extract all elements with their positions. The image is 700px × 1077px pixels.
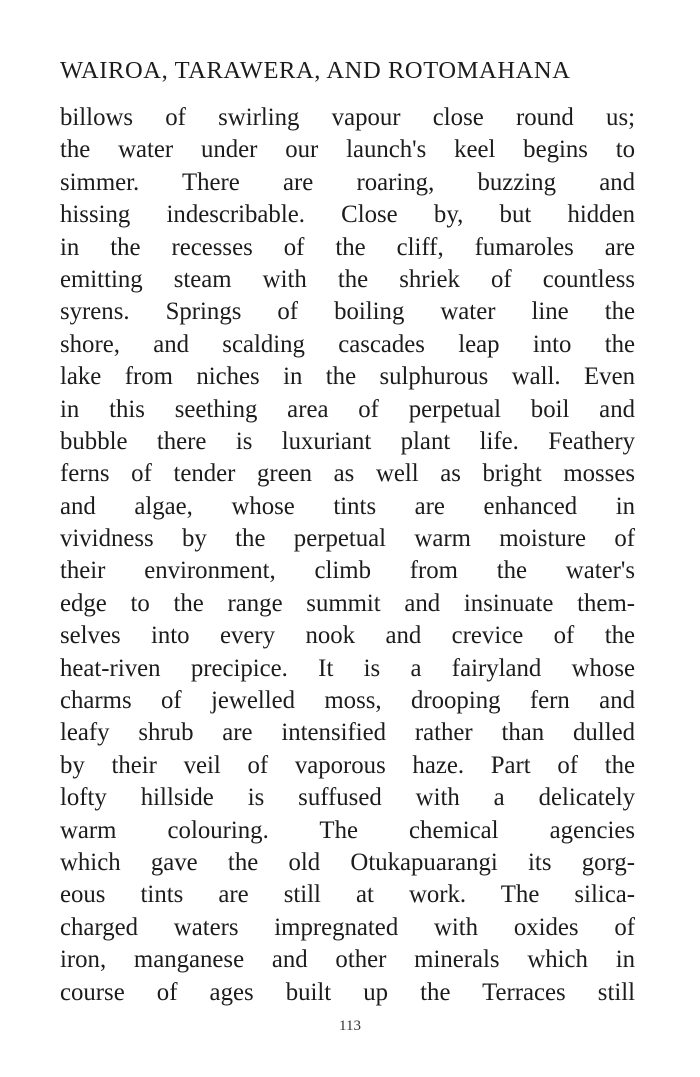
page-number: 113 <box>339 1018 361 1034</box>
text-line: their environment, climb from the water's <box>60 557 635 585</box>
text-line: heat-riven precipice. It is a fairyland whose <box>60 654 635 682</box>
text-line: warm colouring. The chemical agencies <box>60 816 635 844</box>
text-line: simmer. There are roaring, buzzing and <box>60 168 635 196</box>
text-line: and algae, whose tints are enhanced in <box>60 492 635 520</box>
text-line: vividness by the perpetual warm moisture of <box>60 525 635 553</box>
text-line: selves into every nook and crevice of the <box>60 622 635 650</box>
text-line: shore, and scalding cascades leap into the <box>60 330 635 358</box>
body-text <box>60 102 635 1009</box>
text-line: charged waters impregnated with oxides of <box>60 913 635 941</box>
text-line: edge to the range summit and insinuate them- <box>60 589 635 617</box>
text-line: charms of jewelled moss, drooping fern and <box>60 687 635 715</box>
text-line: by their veil of vaporous haze. Part of the <box>60 751 635 779</box>
text-line: billows of swirling vapour close round us; <box>60 104 635 131</box>
text-line: course of ages built up the Terraces still <box>60 978 635 1006</box>
text-line: eous tints are still at work. The silica- <box>60 881 635 909</box>
text-line: lake from niches in the sulphurous wall. Even <box>60 363 635 391</box>
text-line: in the recesses of the cliff, fumaroles are <box>60 233 635 261</box>
text-line: iron, manganese and other minerals which in <box>60 946 635 974</box>
running-head: WAIROA, TARAWERA, AND ROTOMAHANA <box>60 57 571 84</box>
text-line: which gave the old Otukapuarangi its gorg- <box>60 848 635 876</box>
text-line: hissing indescribable. Close by, but hidden <box>60 201 635 229</box>
text-line: bubble there is luxuriant plant life. Feathery <box>60 427 635 455</box>
text-line: ferns of tender green as well as bright mosses <box>60 460 635 488</box>
text-line: emitting steam with the shriek of countless <box>60 265 635 293</box>
text-line: in this seething area of perpetual boil and <box>60 395 635 423</box>
text-line: leafy shrub are intensified rather than dulled <box>60 719 635 747</box>
text-line: syrens. Springs of boiling water line the <box>60 298 635 326</box>
text-line: lofty hillside is suffused with a delicately <box>60 784 635 812</box>
text-line: the water under our launch's keel begins to <box>60 136 635 164</box>
